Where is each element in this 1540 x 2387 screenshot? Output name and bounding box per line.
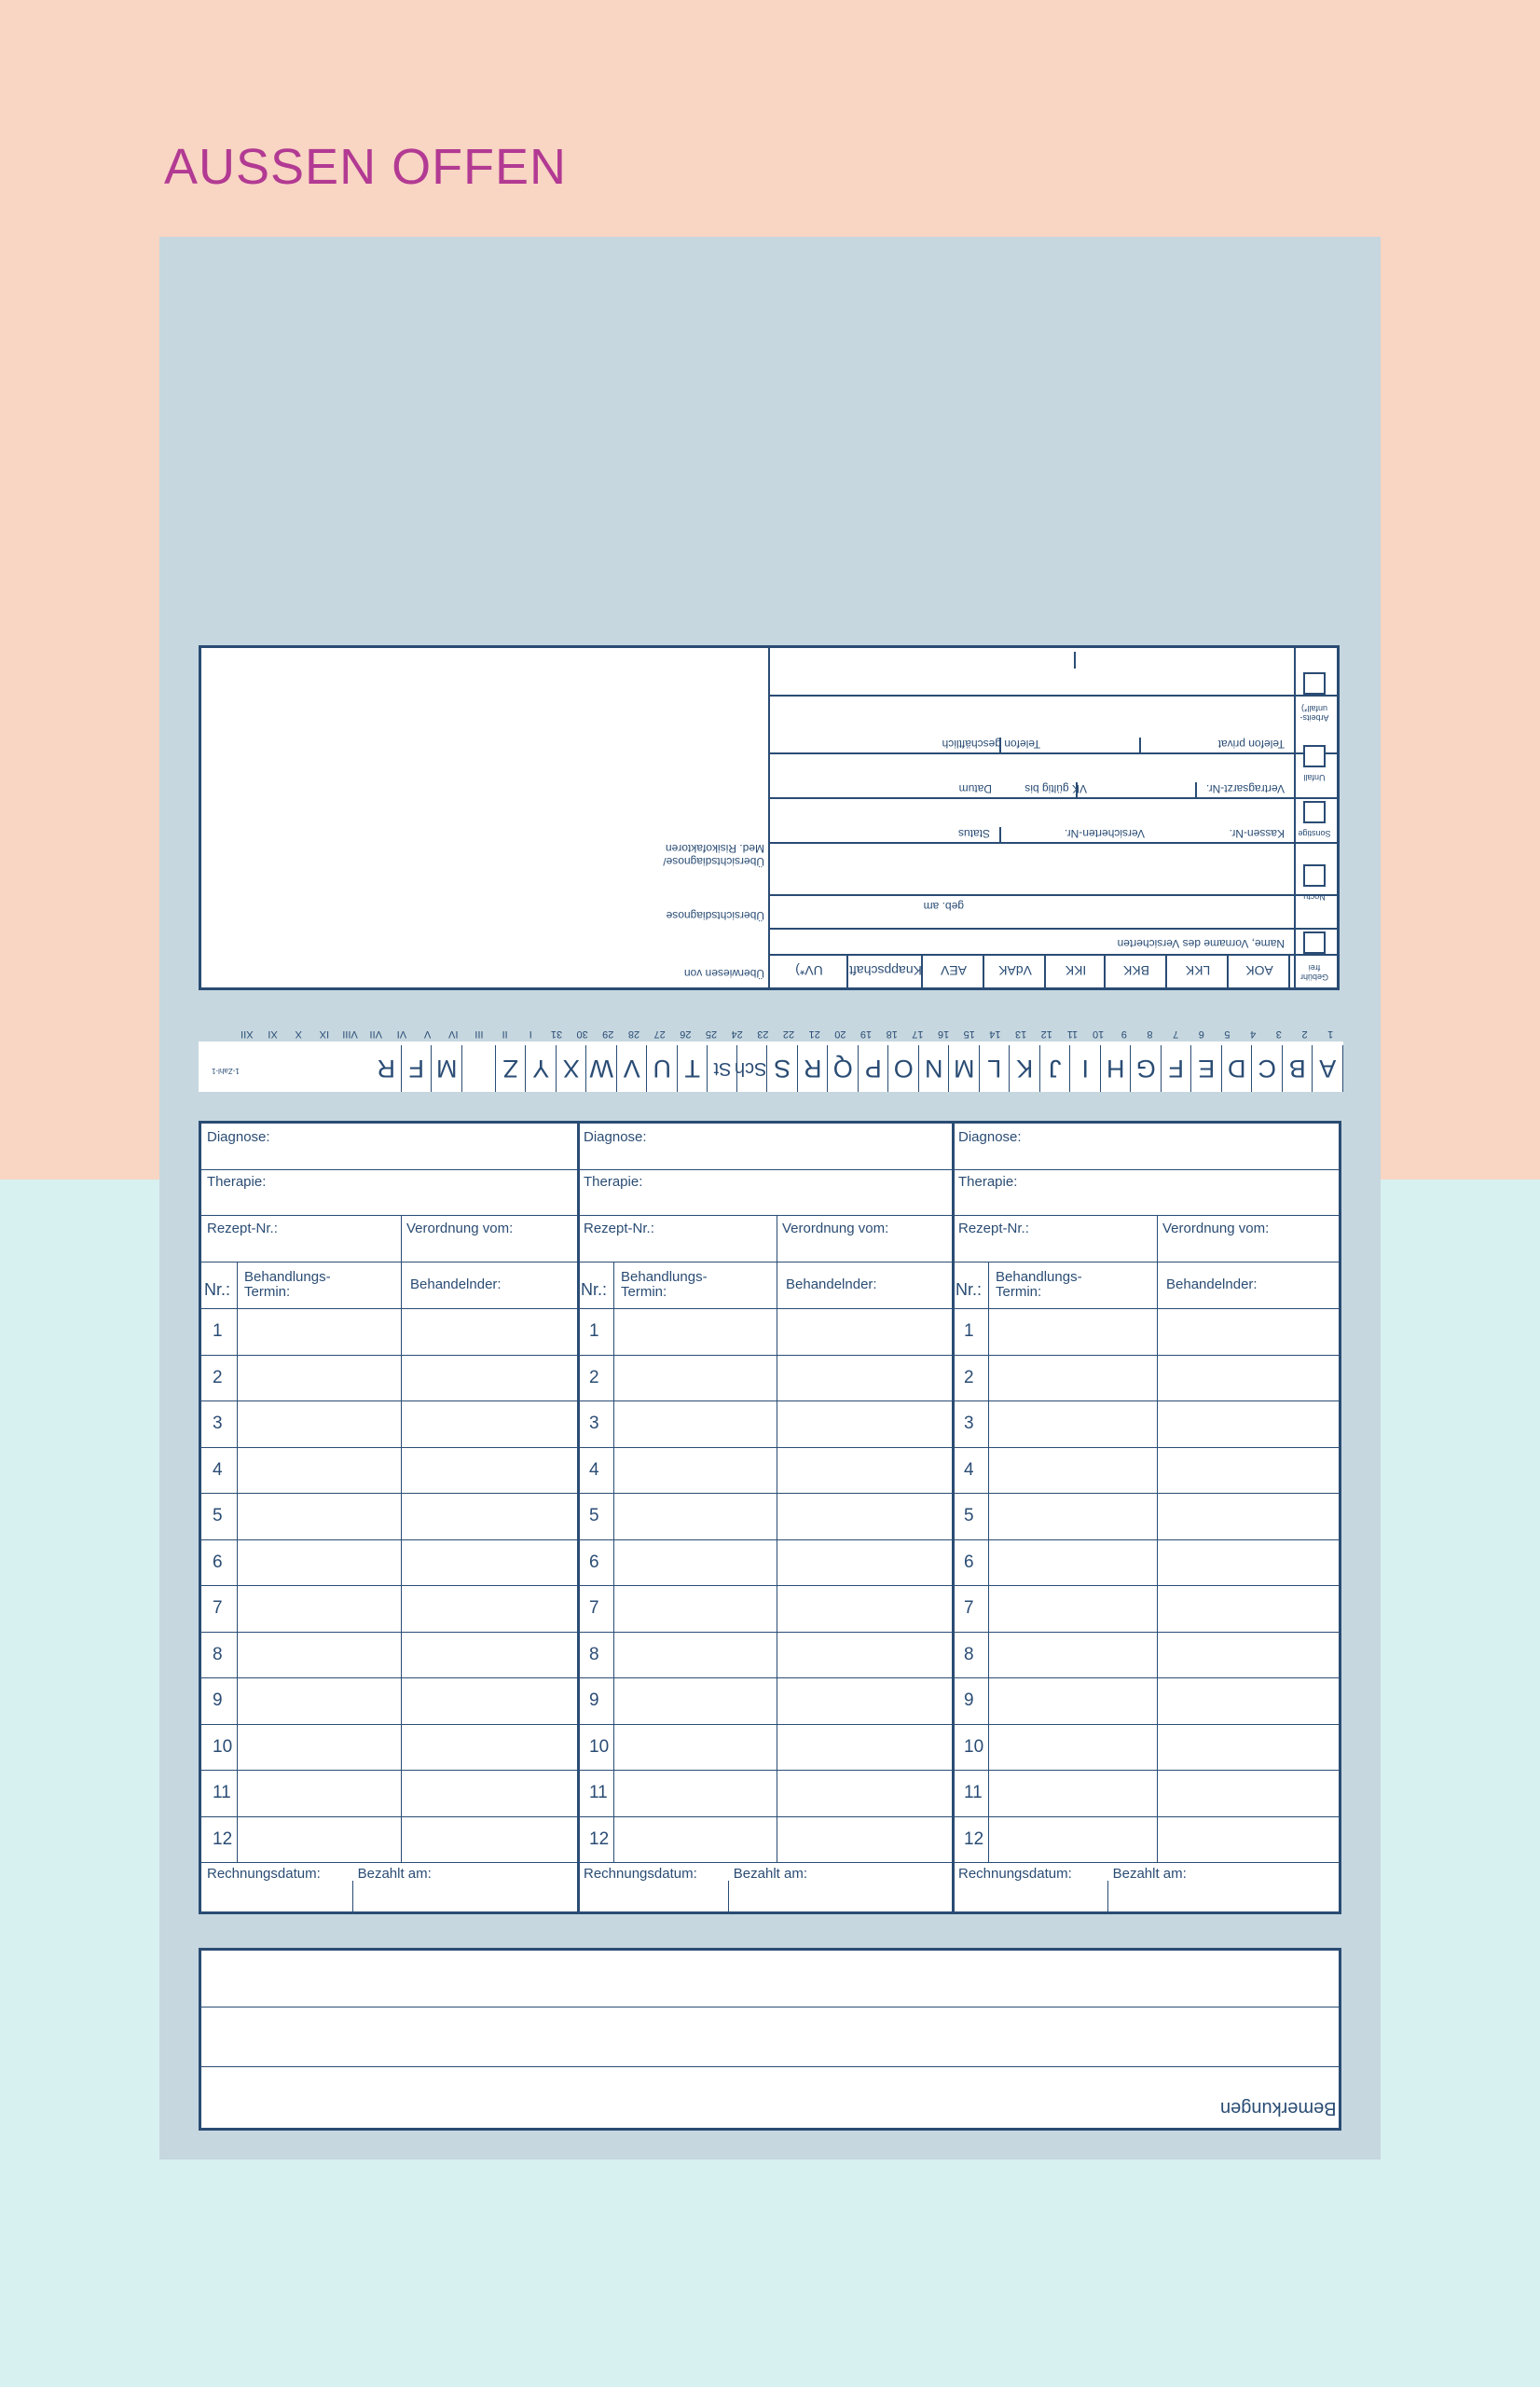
row-number: 12 bbox=[589, 1828, 610, 1849]
register-number: 26 bbox=[680, 1028, 692, 1040]
checkbox-unfall[interactable] bbox=[1303, 745, 1326, 767]
label-bezahlt: Bezahlt am: bbox=[357, 1866, 432, 1882]
register-tab[interactable]: K bbox=[1011, 1045, 1041, 1092]
register-tab[interactable]: E bbox=[1192, 1045, 1223, 1092]
register-tab[interactable] bbox=[462, 1045, 496, 1092]
register-number: 12 bbox=[1040, 1028, 1052, 1040]
insurer-vdak: VdAK bbox=[998, 963, 1032, 978]
register-tab[interactable]: R bbox=[798, 1045, 829, 1092]
register-number: 21 bbox=[808, 1028, 820, 1040]
register-tab[interactable]: W bbox=[587, 1045, 618, 1092]
row-number: 11 bbox=[964, 1783, 983, 1802]
insurer-lkk: LKK bbox=[1185, 963, 1211, 978]
register-number: 22 bbox=[782, 1028, 795, 1040]
label-unfall: Unfall bbox=[1303, 773, 1326, 782]
label-ueberwiesen: Überwiesen von bbox=[683, 967, 764, 980]
therapy-grid bbox=[199, 1121, 1341, 1914]
insurer-aok: AOK bbox=[1245, 963, 1273, 978]
label-therapie: Therapie: bbox=[958, 1174, 1018, 1190]
register-number: IV bbox=[448, 1028, 459, 1040]
row-number: 2 bbox=[589, 1367, 599, 1387]
row-number: 6 bbox=[589, 1552, 599, 1572]
label-gebuehr-frei: Gebühr frei bbox=[1299, 963, 1329, 982]
label-status: Status bbox=[957, 827, 990, 840]
label-telefon-privat: Telefon privat bbox=[1217, 738, 1285, 751]
label-behandlungs: Behandlungs- bbox=[621, 1269, 708, 1285]
label-name: Name, Vorname des Versicherten bbox=[1117, 937, 1285, 950]
register-tab[interactable]: L bbox=[980, 1045, 1011, 1092]
register-number: 24 bbox=[731, 1028, 743, 1040]
register-tab[interactable]: Sch bbox=[738, 1045, 768, 1092]
register-number: 5 bbox=[1224, 1028, 1231, 1040]
register-tab[interactable]: M bbox=[433, 1045, 463, 1092]
register-number: III bbox=[474, 1028, 484, 1040]
label-versicherten-nr: Versicherten-Nr. bbox=[1064, 827, 1145, 840]
register-tab[interactable]: H bbox=[1101, 1045, 1132, 1092]
register-tab[interactable]: Z bbox=[496, 1045, 527, 1092]
label-nr: Nr.: bbox=[204, 1280, 231, 1299]
register-tab[interactable]: V bbox=[617, 1045, 648, 1092]
label-vertragsarzt: Vertragsarzt-Nr. bbox=[1205, 782, 1285, 795]
insurer-knappschaft: Knappschaft bbox=[849, 963, 922, 978]
label-verordnung: Verordnung vom: bbox=[1162, 1221, 1270, 1236]
row-number: 8 bbox=[964, 1644, 974, 1664]
label-uebersicht-2: Med. Risikofaktoren bbox=[665, 842, 764, 855]
label-telefon-geschaeftlich: Telefon geschäftlich bbox=[942, 738, 1040, 751]
row-number: 3 bbox=[589, 1414, 599, 1433]
checkbox-noctu[interactable] bbox=[1303, 864, 1326, 887]
row-number: 5 bbox=[589, 1506, 599, 1525]
register-number: 13 bbox=[1014, 1028, 1027, 1040]
row-number: 1 bbox=[964, 1321, 974, 1341]
remarks-box bbox=[199, 1948, 1341, 2131]
label-rezept-nr: Rezept-Nr.: bbox=[584, 1221, 654, 1236]
insurer-aev: AEV bbox=[941, 963, 968, 978]
register-number: 28 bbox=[627, 1028, 640, 1040]
register-number: 19 bbox=[859, 1028, 873, 1040]
row-number: 2 bbox=[964, 1367, 974, 1387]
register-number: 3 bbox=[1275, 1028, 1282, 1040]
label-datum: Datum bbox=[958, 782, 992, 795]
row-number: 3 bbox=[964, 1414, 974, 1433]
row-number: 8 bbox=[213, 1644, 223, 1664]
register-number: 27 bbox=[653, 1028, 666, 1040]
row-number: 4 bbox=[213, 1459, 223, 1480]
register-number: 17 bbox=[912, 1028, 924, 1040]
row-number: 10 bbox=[964, 1736, 984, 1757]
register-number: 25 bbox=[705, 1028, 718, 1040]
register-tab[interactable]: I bbox=[1071, 1045, 1102, 1092]
row-number: 1 bbox=[589, 1321, 599, 1341]
row-number: 5 bbox=[213, 1506, 223, 1525]
register-tab[interactable]: Y bbox=[527, 1045, 557, 1092]
register-tab[interactable]: D bbox=[1222, 1045, 1253, 1092]
label-uebersicht-1: Übersichtsdiagnose/ bbox=[663, 855, 764, 868]
register-number: I bbox=[529, 1028, 532, 1040]
register-tab[interactable]: J bbox=[1040, 1045, 1071, 1092]
insurer-bkk: BKK bbox=[1123, 963, 1150, 978]
row-number: 5 bbox=[964, 1506, 974, 1525]
label-nr: Nr.: bbox=[581, 1280, 608, 1299]
label-termin: Termin: bbox=[244, 1284, 291, 1300]
register-number: 8 bbox=[1147, 1028, 1153, 1040]
row-number: 7 bbox=[964, 1598, 974, 1618]
register-number: VII bbox=[369, 1028, 382, 1040]
label-rechnungsdatum: Rechnungsdatum: bbox=[584, 1866, 697, 1882]
register-number: 31 bbox=[550, 1028, 563, 1040]
register-number: 30 bbox=[576, 1028, 588, 1040]
register-number: IX bbox=[319, 1028, 330, 1040]
register-number: VIII bbox=[342, 1028, 358, 1040]
register-tab[interactable]: P bbox=[859, 1045, 889, 1092]
label-bezahlt: Bezahlt am: bbox=[1112, 1866, 1187, 1882]
row-number: 7 bbox=[589, 1598, 599, 1618]
register-tab[interactable]: F bbox=[402, 1045, 433, 1092]
label-termin: Termin: bbox=[996, 1284, 1042, 1300]
patient-header-card bbox=[199, 645, 1340, 990]
label-rezept-nr: Rezept-Nr.: bbox=[207, 1221, 278, 1236]
register-tab[interactable]: Q bbox=[829, 1045, 859, 1092]
label-verordnung: Verordnung vom: bbox=[406, 1221, 514, 1236]
row-number: 11 bbox=[589, 1783, 608, 1802]
label-behandlungs: Behandlungs- bbox=[244, 1269, 331, 1285]
row-number: 10 bbox=[589, 1736, 610, 1757]
label-diagnose: Diagnose: bbox=[958, 1129, 1022, 1145]
checkbox-sonstige[interactable] bbox=[1303, 801, 1326, 823]
row-number: 6 bbox=[964, 1552, 974, 1572]
row-number: 9 bbox=[589, 1690, 599, 1710]
register-number: 9 bbox=[1121, 1028, 1127, 1040]
register-tab[interactable]: X bbox=[557, 1045, 587, 1092]
register-tab[interactable]: F bbox=[1162, 1045, 1192, 1092]
register-number: XII bbox=[241, 1028, 254, 1040]
checkbox-arbeitsunfall[interactable] bbox=[1303, 672, 1326, 695]
label-verordnung: Verordnung vom: bbox=[782, 1221, 889, 1236]
label-noctu: Noctu bbox=[1303, 892, 1326, 902]
insurer-ikk: IKK bbox=[1065, 963, 1087, 978]
label-bezahlt: Bezahlt am: bbox=[733, 1866, 808, 1882]
row-number: 6 bbox=[213, 1552, 223, 1572]
row-number: 12 bbox=[964, 1828, 984, 1849]
register-tab[interactable]: U bbox=[648, 1045, 679, 1092]
label-rechnungsdatum: Rechnungsdatum: bbox=[958, 1866, 1072, 1882]
label-behandelnder: Behandelnder: bbox=[1166, 1276, 1258, 1292]
row-number: 8 bbox=[589, 1644, 599, 1664]
register-tab[interactable]: A bbox=[1313, 1045, 1344, 1092]
register-tab[interactable]: St bbox=[708, 1045, 738, 1092]
register-number: 16 bbox=[937, 1028, 950, 1040]
register-number: 14 bbox=[989, 1028, 1001, 1040]
row-number: 10 bbox=[213, 1736, 233, 1757]
label-behandlungs: Behandlungs- bbox=[996, 1269, 1082, 1285]
therapy-column bbox=[578, 1124, 953, 1911]
label-rezept-nr: Rezept-Nr.: bbox=[958, 1221, 1029, 1236]
label-sonstige: Sonstige bbox=[1298, 829, 1331, 838]
register-number: 6 bbox=[1198, 1028, 1204, 1040]
register-number: 4 bbox=[1250, 1028, 1257, 1040]
register-number: 1 bbox=[1327, 1028, 1334, 1040]
register-tab[interactable]: R bbox=[372, 1045, 403, 1092]
label-geb: geb. am bbox=[923, 900, 964, 913]
row-number: 4 bbox=[964, 1459, 974, 1480]
register-tab[interactable]: N bbox=[919, 1045, 950, 1092]
register-number: XI bbox=[268, 1028, 278, 1040]
therapy-column bbox=[953, 1124, 1339, 1911]
label-termin: Termin: bbox=[621, 1284, 667, 1300]
label-therapie: Therapie: bbox=[584, 1174, 643, 1190]
label-diagnose: Diagnose: bbox=[207, 1129, 270, 1145]
register-strip bbox=[199, 1025, 1343, 1092]
register-number: 10 bbox=[1092, 1028, 1105, 1040]
register-tab[interactable]: C bbox=[1253, 1045, 1284, 1092]
label-uebersichtsdiagnose: Übersichtsdiagnose bbox=[666, 909, 764, 922]
register-tab[interactable]: O bbox=[889, 1045, 920, 1092]
row-number: 9 bbox=[964, 1690, 974, 1710]
register-number: II bbox=[502, 1028, 508, 1040]
row-number: 2 bbox=[213, 1367, 223, 1387]
label-therapie: Therapie: bbox=[207, 1174, 267, 1190]
register-zahl-label: 1-Zahl-1 bbox=[212, 1067, 240, 1075]
remarks-label: Bemerkungen bbox=[1220, 2098, 1337, 2118]
register-tab[interactable]: G bbox=[1132, 1045, 1162, 1092]
label-kassen-nr: Kassen-Nr. bbox=[1229, 827, 1285, 840]
row-number: 11 bbox=[213, 1783, 231, 1802]
row-number: 12 bbox=[213, 1828, 233, 1849]
register-number: 29 bbox=[602, 1028, 614, 1040]
insurer-uv: UV*) bbox=[795, 963, 823, 978]
row-number: 3 bbox=[213, 1414, 223, 1433]
register-tab[interactable]: B bbox=[1283, 1045, 1313, 1092]
register-tab[interactable]: S bbox=[768, 1045, 799, 1092]
row-number: 4 bbox=[589, 1459, 599, 1480]
register-number: V bbox=[423, 1028, 432, 1040]
label-nr: Nr.: bbox=[956, 1280, 983, 1299]
register-number: 20 bbox=[834, 1028, 846, 1040]
label-rechnungsdatum: Rechnungsdatum: bbox=[207, 1866, 321, 1882]
label-diagnose: Diagnose: bbox=[584, 1129, 647, 1145]
checkbox-gebuehr-frei[interactable] bbox=[1303, 931, 1326, 954]
row-number: 9 bbox=[213, 1690, 223, 1710]
register-number: 18 bbox=[886, 1028, 898, 1040]
register-number: 11 bbox=[1066, 1028, 1079, 1040]
register-number: 23 bbox=[757, 1028, 769, 1040]
page-headline: AUSSEN OFFEN bbox=[164, 139, 568, 195]
row-number: 7 bbox=[213, 1598, 223, 1618]
label-arbeitsunfall: Arbeits-unfall*) bbox=[1299, 704, 1329, 723]
label-behandelnder: Behandelnder: bbox=[410, 1276, 502, 1292]
register-tab[interactable]: T bbox=[678, 1045, 708, 1092]
label-vk-gueltig: VK gültig bis bbox=[1024, 782, 1087, 795]
register-number: X bbox=[295, 1028, 302, 1040]
register-number: 2 bbox=[1301, 1028, 1308, 1040]
register-number: VI bbox=[396, 1028, 407, 1040]
label-behandelnder: Behandelnder: bbox=[786, 1276, 877, 1292]
therapy-column bbox=[201, 1124, 578, 1911]
register-number: 7 bbox=[1173, 1028, 1179, 1040]
row-number: 1 bbox=[213, 1321, 223, 1341]
register-number: 15 bbox=[963, 1028, 975, 1040]
register-tab[interactable]: M bbox=[950, 1045, 981, 1092]
